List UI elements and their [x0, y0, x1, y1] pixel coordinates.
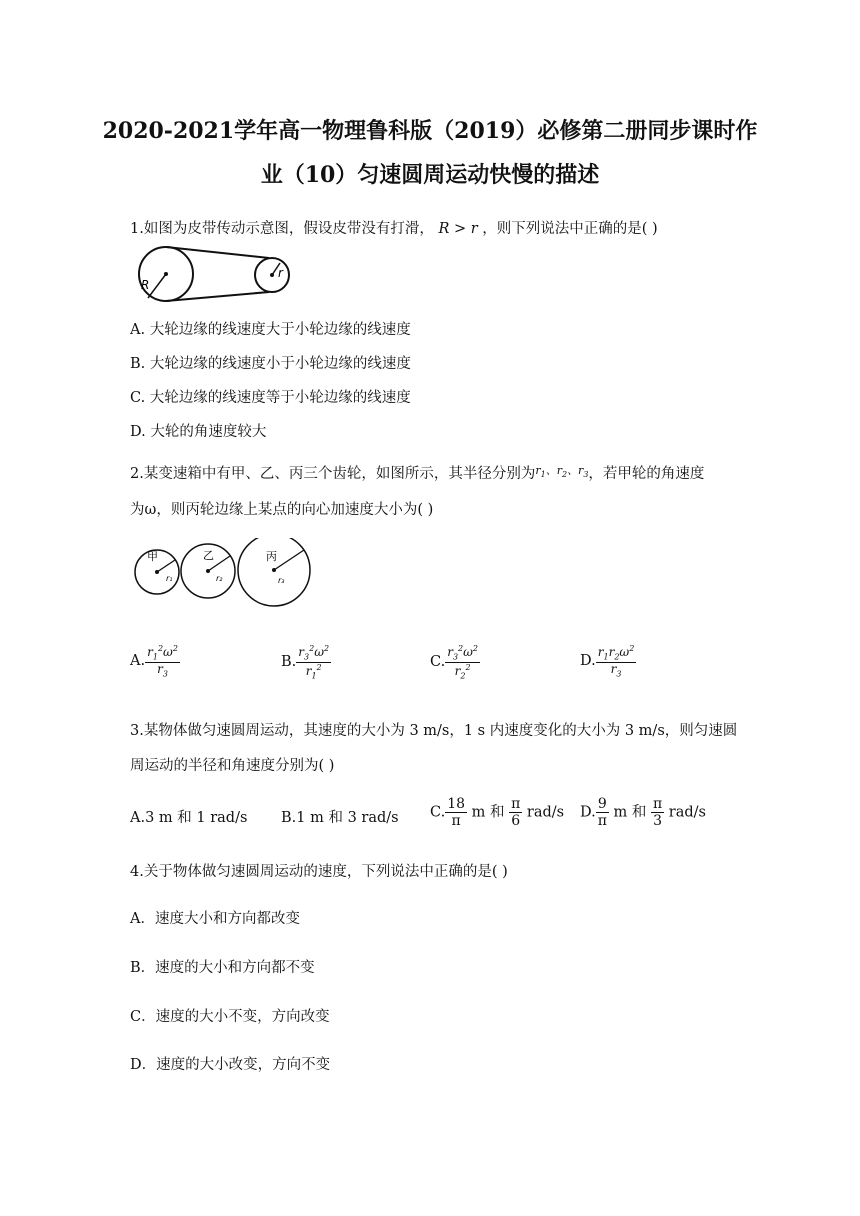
q2-option-d: D. $\frac{r_1r_2\omega^2}{r_3}$ [580, 644, 635, 678]
q3-option-a: A.3 m 和 1 rad/s [130, 810, 248, 826]
q4-option-d: D．速度的大小改变，方向不变 [130, 1057, 331, 1073]
q2-option-b: B. $\frac{r_3^2\omega^2}{r_1^2}$ [281, 644, 330, 680]
page-title-line-1: 2020-2021学年高一物理鲁科版（2019）必修第二册同步课时作 [102, 118, 758, 144]
q3-option-b: B.1 m 和 3 rad/s [281, 810, 399, 826]
q1-option-a: A. 大轮边缘的线速度大于小轮边缘的线速度 [130, 322, 411, 338]
q1-option-d: D. 大轮的角速度较大 [130, 424, 267, 440]
fig1-label-R: R [141, 278, 150, 292]
q1-condition: R > r [438, 221, 478, 237]
belt-drive-figure [128, 242, 296, 306]
svg-text:r₃: r₃ [278, 576, 285, 585]
question-2-line-1: 2.某变速箱中有甲、乙、丙三个齿轮，如图所示，其半径分别为$^{r_1、r_2、r_3}$，若甲轮的角速度 [130, 464, 705, 482]
svg-text:r₂: r₂ [216, 574, 223, 583]
q4-option-a: A．速度大小和方向都改变 [130, 911, 300, 927]
q2-option-c: C. $\frac{r_3^2\omega^2}{r_2^2}$ [430, 644, 479, 680]
gears-figure [128, 538, 328, 610]
question-4-stem: 4.关于物体做匀速圆周运动的速度，下列说法中正确的是( ) [130, 864, 508, 880]
question-3-line-1: 3.某物体做匀速圆周运动，其速度的大小为 3 m/s，1 s 内速度变化的大小为 3 m/s，则匀速圆 [130, 723, 738, 739]
q3-option-d: D. $\frac{9}{\pi}$ m 和 $\frac{\pi}{3}$ rad/s [580, 796, 706, 830]
gear-label-yi: 乙 [203, 549, 214, 562]
page-title-line-2: 业（10）匀速圆周运动快慢的描述 [260, 162, 600, 188]
q4-option-c: C．速度的大小不变，方向改变 [130, 1009, 330, 1025]
q4-option-b: B．速度的大小和方向都不变 [130, 960, 315, 976]
fig1-label-r: r [278, 266, 283, 280]
gear-label-bing: 丙 [266, 550, 277, 563]
q2-option-a: A. $\frac{r_1^2\omega^2}{r_3}$ [130, 644, 178, 678]
q3-option-c: C. $\frac{18}{\pi}$ m 和 $\frac{\pi}{6}$ rad/s [430, 796, 565, 830]
svg-text:r₁: r₁ [166, 574, 173, 583]
q1-option-c: C. 大轮边缘的线速度等于小轮边缘的线速度 [130, 390, 411, 406]
question-2-line-2: 为ω，则丙轮边缘上某点的向心加速度大小为( ) [130, 502, 434, 518]
q1-option-b: B. 大轮边缘的线速度小于小轮边缘的线速度 [130, 356, 411, 372]
question-1-stem: 1.如图为皮带传动示意图，假设皮带没有打滑， R > r ，则下列说法中正确的是( ) [130, 221, 658, 237]
gear-label-jia: 甲 [147, 550, 158, 563]
question-3-line-2: 周运动的半径和角速度分别为( ) [130, 758, 335, 774]
